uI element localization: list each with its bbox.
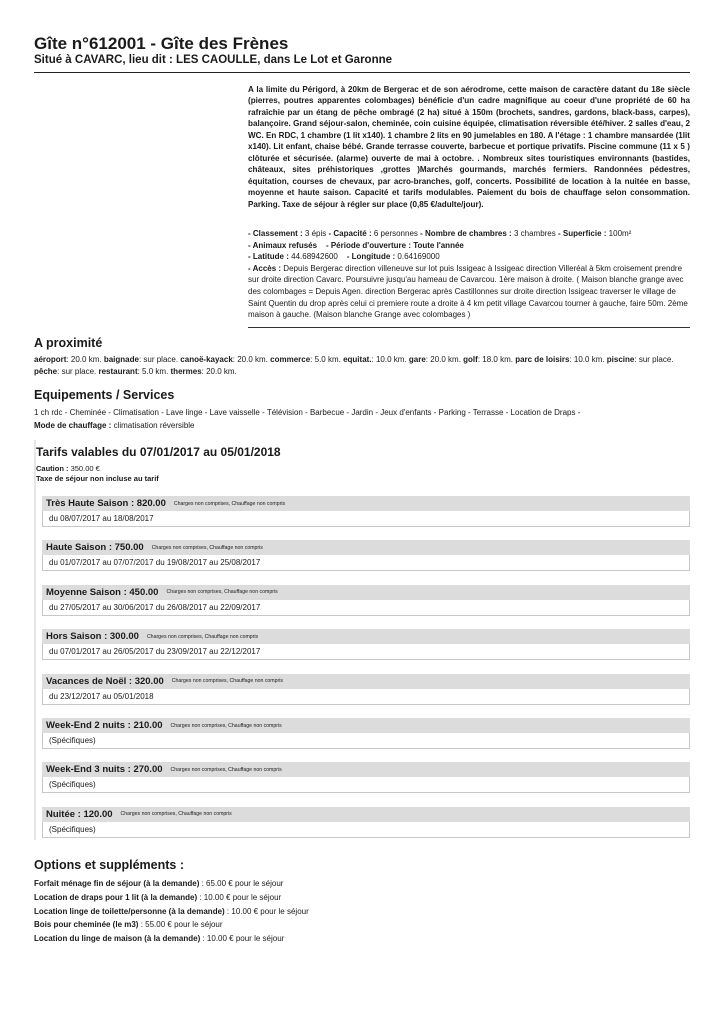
season-name: Nuitée : 120.00 xyxy=(46,808,113,820)
proximite-item-label: gare xyxy=(408,355,426,364)
season-block xyxy=(42,718,690,749)
facts-line-acces xyxy=(248,263,690,321)
classement-label: - Classement : xyxy=(248,229,303,238)
season-dates: (Spécifiques) xyxy=(42,822,690,838)
proximite-item-value: : 5.0 km. xyxy=(310,355,344,364)
season-dates: (Spécifiques) xyxy=(42,777,690,793)
season-note: Charges non comprises, Chauffage non compris xyxy=(166,589,278,596)
proximite-item xyxy=(34,367,98,376)
option-item xyxy=(34,877,309,891)
proximite-item-label: parc de loisirs xyxy=(515,355,570,364)
chauffage-line xyxy=(34,419,690,432)
option-label: Location de draps pour 1 lit (à la demande) xyxy=(34,892,200,902)
proximite-item-value: : sur place. xyxy=(57,366,99,376)
acces-label: - Accès : xyxy=(248,263,282,273)
proximite-item-value: : 5.0 km. xyxy=(137,366,171,376)
season-dates: du 27/05/2017 au 30/06/2017 du 26/08/2017 au 22/09/2017 xyxy=(42,600,690,616)
option-value: : 10.00 € pour le séjour xyxy=(226,906,309,916)
season-name: Moyenne Saison : 450.00 xyxy=(46,586,159,598)
season-block xyxy=(42,629,690,660)
proximite-item-label: aéroport xyxy=(34,355,67,364)
classement-value: 3 épis xyxy=(304,229,327,238)
season-block xyxy=(42,540,690,571)
proximite-item xyxy=(607,355,674,364)
tarifs-heading: Tarifs valables du 07/01/2017 au 05/01/2018 xyxy=(36,445,281,459)
season-dates: du 01/07/2017 au 07/07/2017 du 19/08/2017 au 25/08/2017 xyxy=(42,555,690,571)
season-note: Charges non comprises, Chauffage non compris xyxy=(173,500,286,507)
proximite-item-label: restaurant xyxy=(98,366,138,376)
longitude-label: - Longitude : xyxy=(346,252,396,262)
proximite-item-label: canoë-kayack xyxy=(180,355,233,364)
option-value: : 65.00 € pour le séjour xyxy=(201,879,284,888)
latitude-value: 44.68942600 xyxy=(291,252,338,262)
season-header xyxy=(42,496,690,511)
facts-line-3 xyxy=(248,251,690,263)
proximite-item xyxy=(515,355,607,364)
season-block xyxy=(42,762,690,793)
proximite-heading: A proximité xyxy=(34,336,103,350)
season-header xyxy=(42,718,690,733)
season-note: Charges non comprises, Chauffage non compris xyxy=(171,678,283,685)
periode-text: - Période d'ouverture : Toute l'année xyxy=(325,240,464,250)
animaux-text: - Animaux refusés xyxy=(248,240,318,250)
proximite-item-value: : 10.0 km. xyxy=(569,355,607,364)
season-header xyxy=(42,629,690,644)
equipements-block xyxy=(34,406,690,432)
proximite-item-label: piscine xyxy=(606,355,635,364)
season-header xyxy=(42,585,690,600)
option-label: Location du linge de maison (à la demande) xyxy=(34,934,203,944)
capacite-label: - Capacité : xyxy=(328,229,372,238)
season-name: Haute Saison : 750.00 xyxy=(46,542,144,554)
page-subtitle: Situé à CAVARC, lieu dit : LES CAOULLE, dans Le Lot et Garonne xyxy=(34,54,393,66)
capacite-value: 6 personnes xyxy=(373,229,418,238)
season-header xyxy=(42,540,690,555)
facts-divider xyxy=(248,327,690,328)
season-block xyxy=(42,585,690,616)
caution-block xyxy=(36,464,159,484)
proximite-item xyxy=(180,355,270,364)
proximite-item xyxy=(463,355,515,364)
option-item xyxy=(34,918,309,932)
chauffage-value: climatisation réversible xyxy=(113,421,195,430)
season-note: Charges non comprises, Chauffage non compris xyxy=(170,766,282,773)
option-value: : 55.00 € pour le séjour xyxy=(140,920,223,930)
season-block xyxy=(42,674,690,705)
proximite-item xyxy=(104,355,180,364)
proximite-item-value: : 18.0 km. xyxy=(477,355,516,364)
season-name: Week-End 2 nuits : 210.00 xyxy=(46,720,163,731)
proximite-item-value: : 20.0 km. xyxy=(201,366,237,376)
header-divider xyxy=(34,72,690,73)
caution-value: 350.00 € xyxy=(70,464,100,473)
proximite-item xyxy=(171,367,237,376)
equipements-list: 1 ch rdc - Cheminée - Climatisation - Lave linge - Lave vaisselle - Télévision - Barbecue - Jardin - Jeux d'enfants - Parking - Terrasse - Location de Draps - xyxy=(34,408,581,417)
facts-line-2 xyxy=(248,240,690,252)
proximite-item-value: : 10.0 km. xyxy=(371,355,409,364)
proximite-item-label: golf xyxy=(463,355,478,364)
proximite-item xyxy=(409,355,463,364)
caution-label: Caution : xyxy=(36,464,69,473)
season-name: Hors Saison : 300.00 xyxy=(46,631,139,643)
option-item xyxy=(34,891,309,905)
options-list xyxy=(34,877,309,946)
chauffage-label: Mode de chauffage : xyxy=(34,421,112,430)
season-name: Très Haute Saison : 820.00 xyxy=(46,498,166,509)
longitude-value: 0.64169000 xyxy=(397,252,440,262)
proximite-item-label: commerce xyxy=(270,355,311,364)
season-note: Charges non comprises, Chauffage non compris xyxy=(120,811,232,818)
tarifs-side-bar xyxy=(34,440,36,840)
season-dates: du 07/01/2017 au 26/05/2017 du 23/09/2017 au 22/12/2017 xyxy=(42,644,690,660)
superficie-value: 100m² xyxy=(608,229,632,238)
proximite-item-value: : 20.0 km. xyxy=(425,355,464,364)
season-name: Vacances de Noël : 320.00 xyxy=(46,675,164,687)
option-label: Forfait ménage fin de séjour (à la demande) xyxy=(34,879,202,888)
taxe-text: Taxe de séjour non incluse au tarif xyxy=(36,474,159,483)
chambres-value: 3 chambres xyxy=(513,229,556,238)
proximite-item-value: : sur place. xyxy=(634,355,674,364)
option-item xyxy=(34,932,309,946)
proximite-item xyxy=(98,367,170,376)
superficie-label: - Superficie : xyxy=(557,229,607,238)
proximite-item xyxy=(270,355,343,364)
description-text: A la limite du Périgord, à 20km de Bergerac et de son aérodrome, cette maison de caractère datant du 18e siècle (pierres, poutres apparentes colombages) bénéficie d'un cadre magnifique au coeur d'une propriété de 60 ha rafraîchie par un étang de pêche ombragé (2 ha) situé à 150m (brochets, sandres, gardons, black-bass, carpes), balançoire. Grand séjour-salon, cheminée, coin cuisine équipée, climatisation réversible été/hiver. 2 salles d'eau, 2 WC. En RDC, 1 chambre (1 lit x140). 1 chambre 2 lits en 90 jumelables en 180. A l'étage : 1 chambre mansardée (1lit x140). Lit enfant, chaise bébé. Grande terrasse couverte, barbecue et portique privatifs. Piscine commune (11 x 5 ) clôturée et sécurisée. (alarme) ouverte de mai à octobre. . Nombreux sites touristiques environnants (bastides, châteaux, sites préhistoriques ,grottes )Marchés gourmands, marchés fermiers. Randonnées pédestres, équitation, courses de chevaux, par acro-branches, golf, concerts. Possibilité de location à la nuitée en basse, moyenne et haute saison. Capacité et tarifs modulables. Paiement du bois de chauffage selon consommation. Parking. Taxe de séjour à régler sur place (0,85 €/adulte/jour). xyxy=(248,85,690,209)
acces-value: Depuis Bergerac direction villeneuve sur lot puis Issigeac à Issigeac direction Villeréal à 5km croisement prendre sur droite direction Cavarc. Poursuivre jusqu'au hameau de Cavarcou. 1ère maison à droite. ( Maison blanche grange avec des colombages = Depuis Agen. direction Bergerac après Castillonnes sur droite direction Issigeac traverser le village de Saint Quentin du drop après celui ci premiere route a droite à 4 km petit village Cavarcou tourner à gauche, faire 50m. 2ème maison à gauche. (Maison blanche Grange avec colombages ) xyxy=(248,263,688,320)
proximite-item-value: : 20.0 km. xyxy=(232,355,271,364)
season-block xyxy=(42,496,690,527)
season-dates: du 08/07/2017 au 18/08/2017 xyxy=(42,511,690,527)
option-label: Location linge de toilette/personne (à la demande) xyxy=(34,906,227,916)
option-value: : 10.00 € pour le séjour xyxy=(199,892,282,902)
season-note: Charges non comprises, Chauffage non compris xyxy=(170,722,282,729)
season-note: Charges non comprises, Chauffage non compris xyxy=(146,633,259,640)
season-header xyxy=(42,762,690,777)
proximite-item xyxy=(343,355,409,364)
proximite-item-label: equitat. xyxy=(343,355,372,364)
season-header xyxy=(42,674,690,689)
season-block xyxy=(42,807,690,838)
proximite-item-value: : 20.0 km. xyxy=(66,355,104,364)
season-dates: du 23/12/2017 au 05/01/2018 xyxy=(42,689,690,705)
proximite-list xyxy=(34,354,690,377)
season-name: Week-End 3 nuits : 270.00 xyxy=(46,764,163,776)
latitude-label: - Latitude : xyxy=(248,252,289,262)
options-heading: Options et suppléments : xyxy=(34,858,185,872)
season-dates: (Spécifiques) xyxy=(42,733,690,749)
taxe-note xyxy=(36,474,159,484)
season-header xyxy=(42,807,690,822)
season-note: Charges non comprises, Chauffage non compris xyxy=(151,544,263,551)
facts-block xyxy=(248,228,690,321)
equipements-heading: Equipements / Services xyxy=(34,388,175,402)
chambres-label: - Nombre de chambres : xyxy=(420,229,512,238)
proximite-item-label: baignade xyxy=(103,355,139,364)
proximite-item-label: pêche xyxy=(34,366,58,376)
facts-line-1 xyxy=(248,228,690,240)
caution-line xyxy=(36,464,159,474)
option-label: Bois pour cheminée (le m3) xyxy=(34,920,141,930)
proximite-item-value: : sur place. xyxy=(138,355,181,364)
proximite-item xyxy=(34,355,104,364)
page-title: Gîte n°612001 - Gîte des Frènes xyxy=(34,34,289,53)
option-item xyxy=(34,905,309,919)
proximite-item-label: thermes xyxy=(170,366,202,376)
option-value: : 10.00 € pour le séjour xyxy=(202,934,285,944)
